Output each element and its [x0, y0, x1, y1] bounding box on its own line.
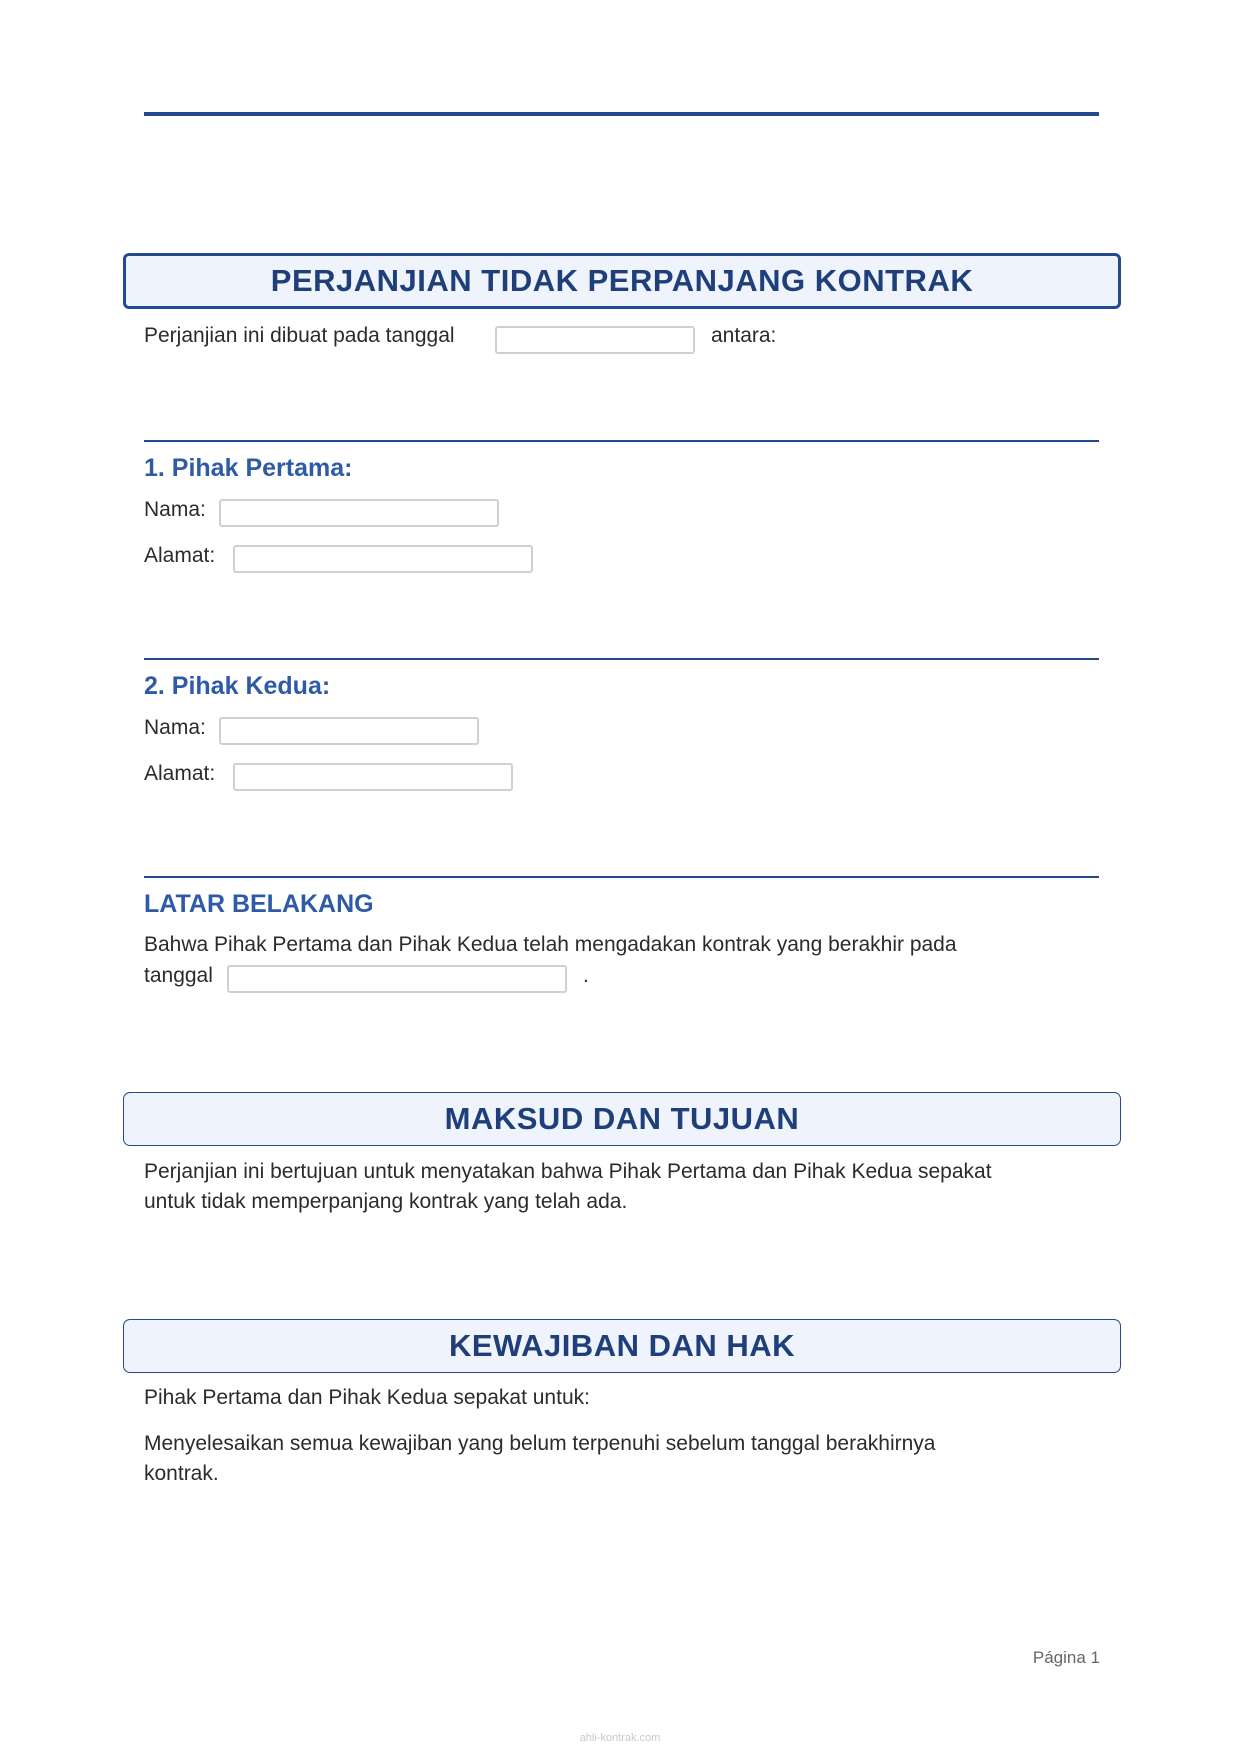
document-title: PERJANJIAN TIDAK PERPANJANG KONTRAK: [123, 253, 1121, 309]
section-divider: [144, 876, 1099, 878]
maksud-tujuan-text-line2: untuk tidak memperpanjang kontrak yang telah ada.: [144, 1190, 628, 1213]
latar-belakang-text-line1: Bahwa Pihak Pertama dan Pihak Kedua telah mengadakan kontrak yang berakhir pada: [144, 933, 957, 956]
pihak-pertama-heading: 1. Pihak Pertama:: [144, 454, 353, 482]
pihak-pertama-nama-label: Nama:: [144, 498, 206, 521]
maksud-tujuan-text-line1: Perjanjian ini bertujuan untuk menyatakan bahwa Pihak Pertama dan Pihak Kedua sepakat: [144, 1160, 992, 1183]
pihak-kedua-alamat-label: Alamat:: [144, 762, 216, 785]
kewajiban-hak-item-line1: Menyelesaikan semua kewajiban yang belum terpenuhi sebelum tanggal berakhirnya: [144, 1432, 936, 1455]
contract-end-date-input[interactable]: [227, 965, 567, 993]
pihak-kedua-nama-label: Nama:: [144, 716, 206, 739]
kewajiban-hak-intro: Pihak Pertama dan Pihak Kedua sepakat untuk:: [144, 1386, 590, 1409]
pihak-kedua-alamat-input[interactable]: [233, 763, 513, 791]
intro-suffix-text: antara:: [711, 324, 777, 347]
pihak-pertama-alamat-input[interactable]: [233, 545, 533, 573]
pihak-kedua-nama-input[interactable]: [219, 717, 479, 745]
intro-text: Perjanjian ini dibuat pada tanggal: [144, 324, 455, 347]
maksud-tujuan-heading: MAKSUD DAN TUJUAN: [123, 1092, 1121, 1146]
section-divider: [144, 440, 1099, 442]
page-number: Página 1: [1032, 1648, 1100, 1667]
top-divider: [144, 112, 1099, 116]
latar-belakang-heading: LATAR BELAKANG: [144, 890, 374, 918]
agreement-date-input[interactable]: [495, 326, 695, 354]
latar-belakang-text-line2: tanggal: [144, 964, 213, 987]
pihak-pertama-nama-input[interactable]: [219, 499, 499, 527]
kewajiban-hak-item-line2: kontrak.: [144, 1462, 219, 1485]
watermark: ahli-kontrak.com: [579, 1732, 661, 1744]
section-divider: [144, 658, 1099, 660]
latar-belakang-period: .: [583, 964, 589, 987]
kewajiban-hak-heading: KEWAJIBAN DAN HAK: [123, 1319, 1121, 1373]
pihak-pertama-alamat-label: Alamat:: [144, 544, 216, 567]
pihak-kedua-heading: 2. Pihak Kedua:: [144, 672, 331, 700]
